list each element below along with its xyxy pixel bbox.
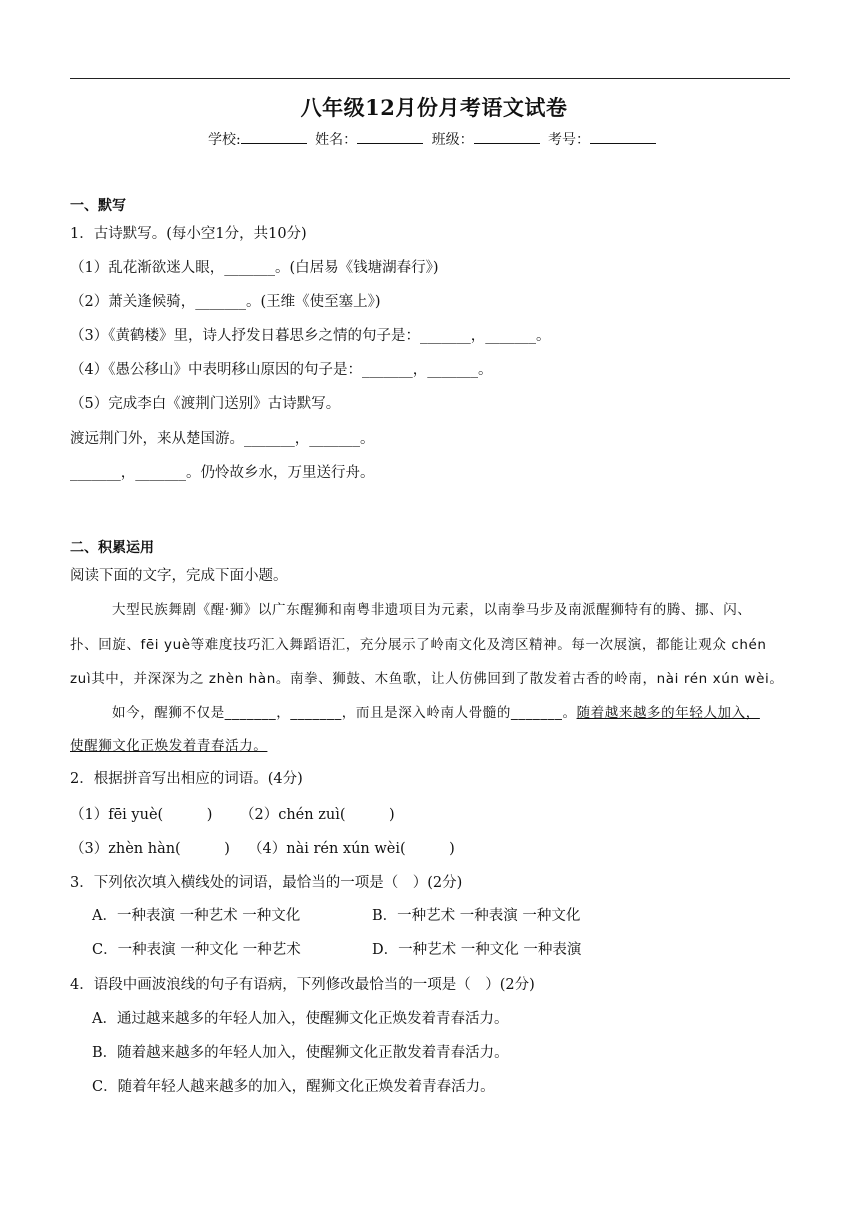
question-1-item: （2）萧关逢候骑，_______。(王维《使至塞上》) xyxy=(70,294,381,310)
section-heading: 二、积累运用 xyxy=(70,540,154,556)
student-info-line xyxy=(0,129,868,149)
passage-line: 大型民族舞剧《醒·狮》以广东醒狮和南粤非遗项目为元素，以南拳马步及南派醒狮特有的腾、挪、闪、 xyxy=(112,602,752,618)
passage-line xyxy=(112,703,760,723)
exam-no-blank[interactable] xyxy=(590,131,656,144)
option-a[interactable]: A．通过越来越多的年轻人加入，使醒狮文化正焕发着青春活力。 xyxy=(92,1011,509,1027)
question-1-item: （5）完成李白《渡荆门送别》古诗默写。 xyxy=(70,396,341,412)
question-2-item: （1）fēi yuè( ) xyxy=(70,807,213,823)
option-a[interactable]: A．一种表演 一种艺术 一种文化 xyxy=(92,908,301,924)
poem-line: 渡远荆门外，来从楚国游。_______，_______。 xyxy=(70,431,375,447)
option-c[interactable]: C．一种表演 一种文化 一种艺术 xyxy=(92,942,301,958)
question-1-item: （1）乱花渐欲迷人眼，_______。(白居易《钱塘湖春行》) xyxy=(70,260,439,276)
name-blank[interactable] xyxy=(357,131,423,144)
option-b[interactable]: B．一种艺术 一种表演 一种文化 xyxy=(372,908,581,924)
question-1-item: （3）《黄鹤楼》里，诗人抒发日暮思乡之情的句子是：_______，_______。 xyxy=(70,328,551,344)
section-heading: 一、默写 xyxy=(70,198,126,214)
option-b[interactable]: B．随着越来越多的年轻人加入，使醒狮文化正散发着青春活力。 xyxy=(92,1045,509,1061)
question-2-item: （3）zhèn hàn( ) xyxy=(70,841,230,857)
question-2: 2．根据拼音写出相应的词语。(4分) xyxy=(70,771,303,787)
exam-title: 八年级12月份月考语文试卷 xyxy=(300,95,568,120)
question-3: 3．下列依次填入横线处的词语，最恰当的一项是（ ）(2分) xyxy=(70,875,463,891)
option-c[interactable]: C．随着年轻人越来越多的加入，醒狮文化正焕发着青春活力。 xyxy=(92,1079,495,1095)
school-label: 学校: xyxy=(207,132,241,148)
wavy-sentence: 随着越来越多的年轻人加入， xyxy=(576,705,760,721)
question-1-item: （4）《愚公移山》中表明移山原因的句子是：_______，_______。 xyxy=(70,362,493,378)
header-rule xyxy=(70,78,790,79)
poem-line: _______，_______。仍怜故乡水，万里送行舟。 xyxy=(70,465,375,481)
option-d[interactable]: D．一种艺术 一种文化 一种表演 xyxy=(372,942,582,958)
exam-no-label: 考号： xyxy=(548,132,591,148)
passage-line: 扑、回旋、fēi yuè等难度技巧汇入舞蹈语汇，充分展示了岭南文化及湾区精神。每一次展演，都能让观众 chén xyxy=(70,637,767,653)
passage-line: zuì其中，并深深为之 zhèn hàn。南拳、狮鼓、木鱼歌，让人仿佛回到了散发着古香的岭南，nài rén xún wèi。 xyxy=(70,671,784,687)
question-1: 1．古诗默写。(每小空1分，共10分) xyxy=(70,226,307,242)
class-label: 班级： xyxy=(431,132,474,148)
name-label: 姓名： xyxy=(315,132,358,148)
question-2-item: （2）chén zuì( ) xyxy=(240,807,395,823)
class-blank[interactable] xyxy=(474,131,540,144)
question-4: 4．语段中画波浪线的句子有语病，下列修改最恰当的一项是（ ）(2分) xyxy=(70,977,535,993)
school-blank[interactable] xyxy=(241,131,307,144)
reading-intro: 阅读下面的文字，完成下面小题。 xyxy=(70,568,288,584)
question-2-item: （4）nài rén xún wèi( ) xyxy=(248,841,455,857)
wavy-sentence: 使醒狮文化正焕发着青春活力。 xyxy=(70,738,268,754)
passage-text: 如今，醒狮不仅是_______，_______，而且是深入岭南人骨髓的_______。 xyxy=(112,705,577,721)
